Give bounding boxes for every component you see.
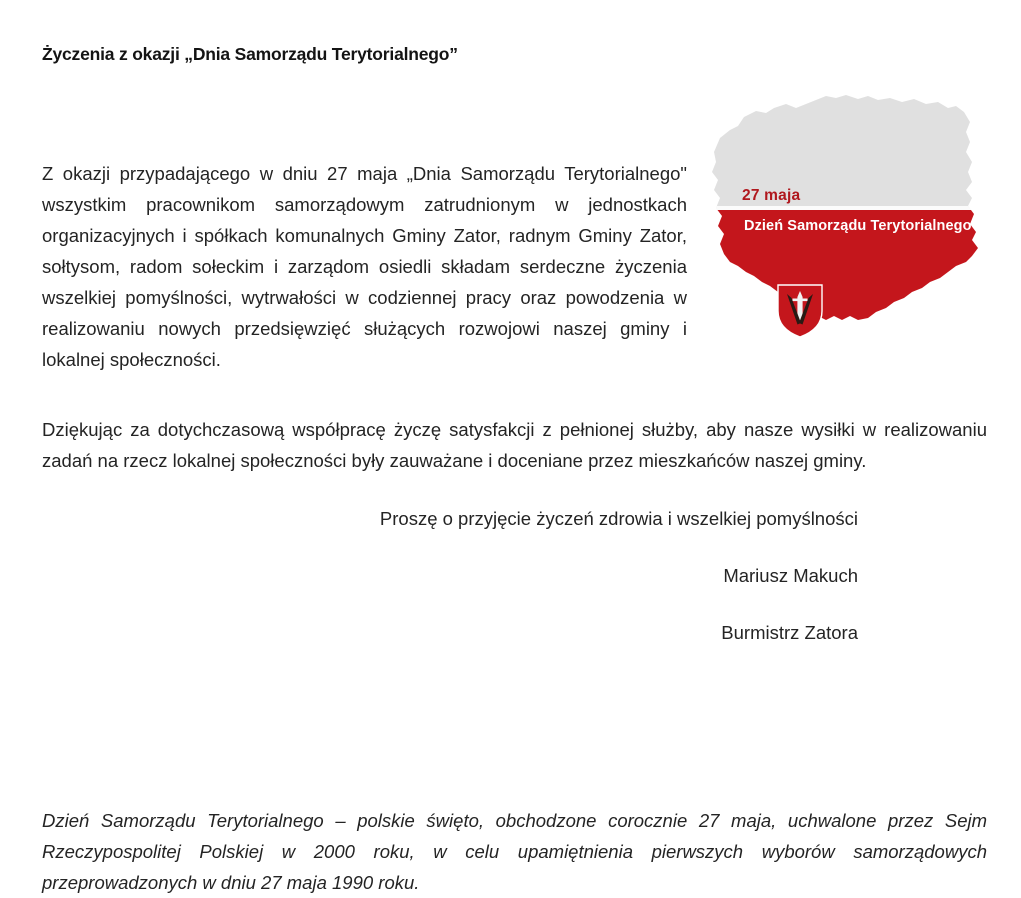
shield-sword-guard — [793, 299, 808, 302]
paragraph-thanks: Dziękując za dotychczasową współpracę życzę satysfakcji z pełnionej służby, aby nasze wysiłki w realizowaniu zadań na rzecz lokalnej społeczności były zauważane i doceniane przez mieszkańców naszej gminy. — [42, 418, 987, 471]
poland-map-graphic — [700, 86, 996, 348]
signature-name: Mariusz Makuch — [723, 565, 858, 586]
closing-line: Proszę o przyjęcie życzeń zdrowia i wszelkiej pomyślności — [379, 508, 858, 529]
zator-coat-of-arms — [778, 285, 822, 337]
signature-title: Burmistrz Zatora — [721, 622, 858, 643]
map-date-label: 27 maja — [742, 187, 801, 204]
page-title: Życzenia z okazji „Dnia Samorządu Terytorialnego” — [42, 44, 458, 64]
footnote-definition: Dzień Samorządu Terytorialnego – polskie święto, obchodzone corocznie 27 maja, uchwalone przez Sejm Rzeczypospolitej Polskiej w 2000 roku, w celu upamiętnienia pierwszych wyborów samorządowych przeprowadzonych w dniu 27 maja 1990 roku. — [42, 809, 987, 893]
closing-block — [200, 503, 858, 648]
map-title-label: Dzień Samorządu Terytorialnego — [744, 218, 972, 234]
paragraph-main: Z okazji przypadającego w dniu 27 maja „Dnia Samorządu Terytorialnego" wszystkim pracownikom samorządowym zatrudnionym w jednostkach organizacyjnych i spółkach komunalnych Gminy Zator, radnym Gminy Zator, sołtysom, radom sołeckim i zarządom osiedli składam serdeczne życzenia wszelkiej pomyślności, wytrwałości w codziennej pracy oraz powodzenia w realizowaniu nowych przedsięwzięć służących rozwojowi naszej gminy i lokalnej społeczności. — [42, 162, 687, 370]
map-upper-region — [700, 86, 996, 348]
